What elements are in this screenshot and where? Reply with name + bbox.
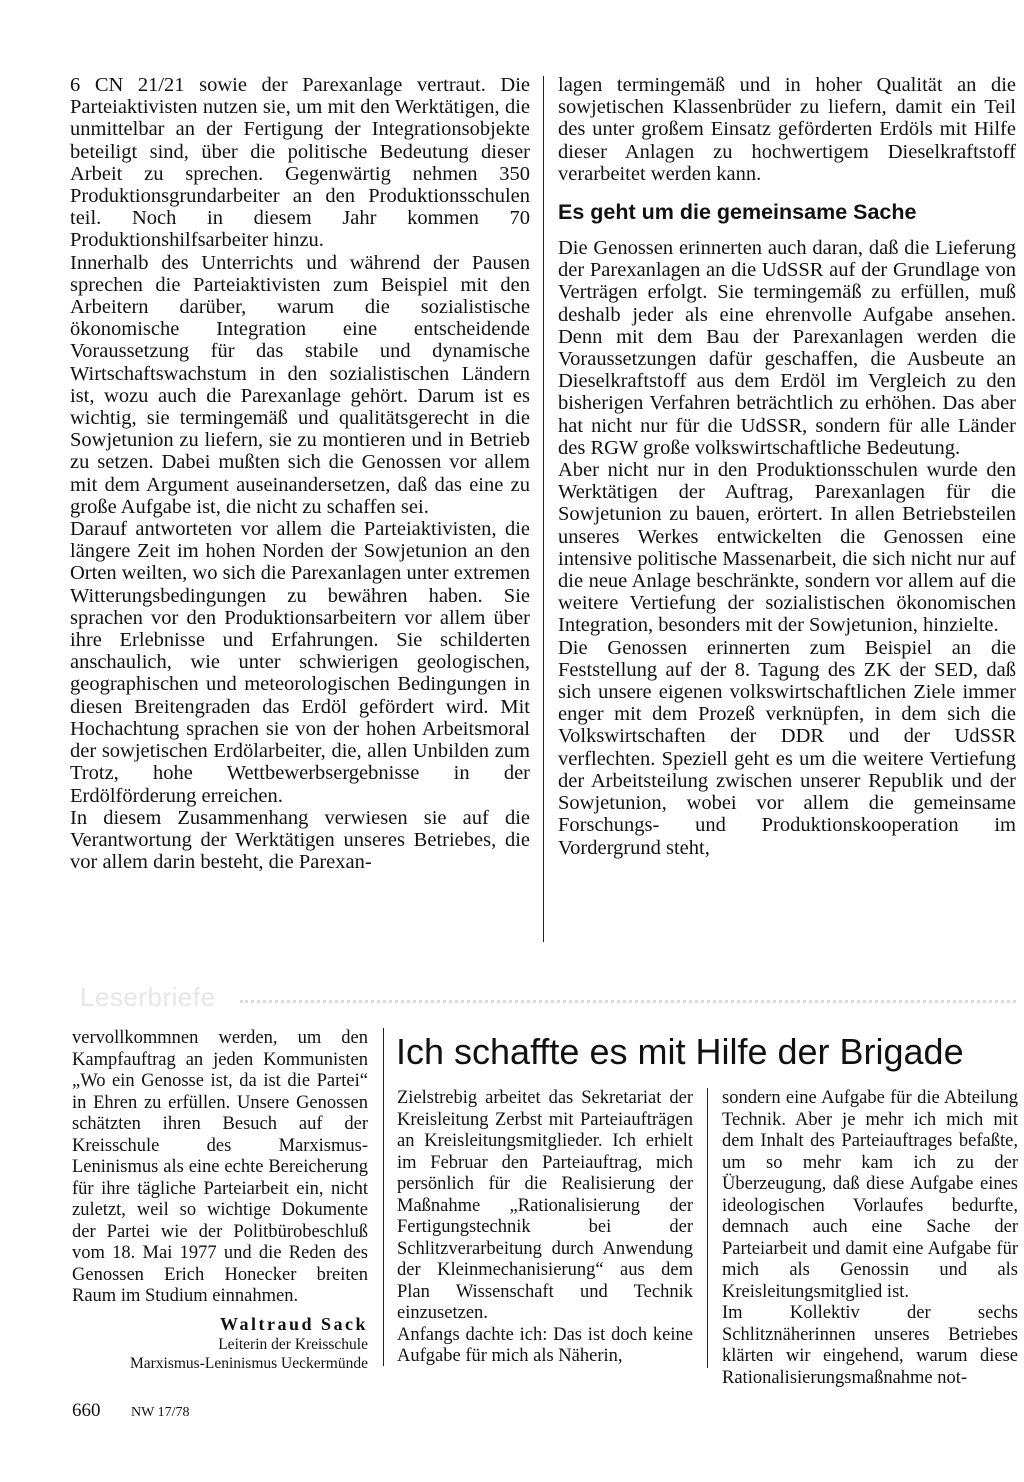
section-heading: Es geht um die gemeinsame Sache bbox=[558, 200, 917, 225]
letter-text: vervollkommnen werden, um den Kampfauftrag an jeden Kommunisten „Wo ein Genosse ist, da ist die Partei“ in Ehren zu erfüllen. Unsere Genossen schätzten ihren Besuch auf der Kreisschule des Marxismus-Leninismus als eine echte Bereicherung für ihre tägliche Parteiarbeit ein, nicht zuletzt, weil so wichtige Dokumente der Partei wie der Politbürobeschluß vom 18. Mai 1977 und die Reden des Genossen Erich Honecker breiten Raum im Studium einnahmen. bbox=[72, 1028, 368, 1306]
article-right-column bbox=[558, 74, 1016, 859]
article-left-column bbox=[70, 74, 530, 873]
signature-author: Waltraud Sack bbox=[219, 1313, 368, 1334]
signature-organization: Marxismus-Leninismus Ueckermünde bbox=[129, 1354, 368, 1372]
signature-block bbox=[72, 1314, 368, 1373]
section-band bbox=[72, 982, 1016, 1016]
paragraph: Innerhalb des Unterrichts und während der Pausen sprechen die Parteiaktivisten zum Beispiel mit den Arbeitern darüber, warum die sozialistische ökonomische Integration eine entscheidende Voraussetzung für das stabile und dynamische Wirtschaftswachstum in den sozialistischen Ländern ist, wozu auch die Parexanlage gehört. Darum ist es wichtig, sie termingemäß und qualitätsgerecht in die Sowjetunion zu liefern, sie zu montieren und in Betrieb zu setzen. Dabei mußten sich die Genossen vor allem mit dem Argument auseinandersetzen, daß das eine zu große Aufgabe ist, die nicht zu schaffen sei. bbox=[70, 251, 530, 518]
paragraph: Im Kollektiv der sechs Schlitznäherinnen unseres Betriebes klärten wir eingehend, warum diese Rationalisierungsmaßnahme not- bbox=[722, 1303, 1018, 1388]
paragraph: Aber nicht nur in den Produktionsschulen wurde den Werktätigen der Auftrag, Parexanlagen für die Sowjetunion zu bauen, erörtert. In allen Betriebsteilen unseres Werkes entwickelten die Genossen eine intensive politische Massenarbeit, die sich nicht nur auf die neue Anlage beschränkte, sondern vor allem auf die weitere Vertiefung der sozialistischen ökonomischen Integration, besonders mit der Sowjetunion, hinzielte. bbox=[558, 459, 1016, 637]
article2-column-2 bbox=[722, 1088, 1018, 1389]
signature-role: Leiterin der Kreisschule bbox=[218, 1335, 368, 1353]
section-band-rule bbox=[240, 1000, 1016, 1003]
section-band-label: Leserbriefe bbox=[80, 982, 216, 1012]
column-divider bbox=[383, 1028, 384, 1366]
paragraph: sondern eine Aufgabe für die Abteilung Technik. Aber je mehr ich mich mit dem Inhalt des Parteiauftrages befaßte, um so mehr kam ich zu der Überzeugung, daß diese Aufgabe eines ideologischen Vorlaufes bedurfte, demnach auch eine Sache der Parteiarbeit und damit eine Aufgabe für mich als Genossin und als Kreisleitungsmitglied ist. bbox=[722, 1088, 1018, 1302]
paragraph: Die Genossen erinnerten auch daran, daß die Lieferung der Parexanlagen an die UdSSR auf der Grundlage von Verträgen erfolgt. Sie termingemäß zu erfüllen, muß deshalb jeder als eine ehrenvolle Aufgabe ansehen. Denn mit dem Bau der Parexanlagen werden die Voraussetzungen dafür geschaffen, die Ausbeute an Dieselkraftstoff aus dem Erdöl im Vergleich zu den bisherigen Verfahren beträchtlich zu erhöhen. Das aber hat nicht nur für die UdSSR, sondern für alle Länder des RGW große volkswirtschaftliche Bedeutung. bbox=[558, 237, 1016, 459]
page-footer bbox=[72, 1400, 189, 1422]
paragraph: Die Genossen erinnerten zum Beispiel an die Feststellung auf der 8. Tagung des ZK der SED, daß sich unsere eigenen volkswirtschaftlichen Ziele immer enger mit dem Prozeß verknüpfen, in dem sich die Volkswirtschaften der DDR und der UdSSR verflechten. Speziell geht es um die weitere Vertiefung der Arbeitsteilung zwischen unserer Republik und der Sowjetunion, wobei vor allem die gemeinsame Forschungs- und Produktionskooperation im Vordergrund steht, bbox=[558, 636, 1016, 859]
article-headline: Ich schaffte es mit Hilfe der Brigade bbox=[396, 1031, 964, 1072]
article2-column-1 bbox=[397, 1088, 693, 1368]
paragraph: Darauf antworteten vor allem die Parteiaktivisten, die längere Zeit im hohen Norden der Sowjetunion an den Orten weilten, wo sich die Parexanlagen unter extremen Witterungsbedingungen zu bewähren haben. Sie sprachen vor den Produktionsarbeitern vor allem über ihre Erlebnisse und Erfahrungen. Sie schilderten anschaulich, wie unter schwierigen geologischen, geographischen und meteorologischen Bedingungen in diesen Breitengraden das Erdöl gefördert wird. Mit Hochachtung sprachen sie von der hohen Arbeitsmoral der sowjetischen Erdölarbeiter, die, allen Unbilden zum Trotz, hohe Wettbewerbsergebnisse in der Erdölförderung erreichen. bbox=[70, 518, 530, 807]
paragraph: In diesem Zusammenhang verwiesen sie auf die Verantwortung der Werktätigen unseres Betriebes, die vor allem darin besteht, die Parexan- bbox=[70, 806, 530, 874]
column-divider bbox=[707, 1088, 708, 1368]
letter-column bbox=[72, 1028, 368, 1373]
paragraph: lagen termingemäß und in hoher Qualität an die sowjetischen Klassenbrüder zu liefern, damit ein Teil des unter großem Einsatz geförderten Erdöls mit Hilfe dieser Anlagen zu hochwertigem Dieselkraftstoff verarbeitet werden kann. bbox=[558, 74, 1016, 185]
paragraph: Zielstrebig arbeitet das Sekretariat der Kreisleitung Zerbst mit Parteiaufträgen an Kreisleitungsmitglieder. Ich erhielt im Februar den Parteiauftrag, mich persönlich für die Realisierung der Maßnahme „Rationalisierung der Fertigungstechnik bei der Schlitzverarbeitung durch Anwendung der Kleinmechanisierung“ aus dem Plan Wissenschaft und Technik einzusetzen. bbox=[397, 1088, 693, 1323]
page-number: 660 bbox=[72, 1400, 101, 1421]
issue-label: NW 17/78 bbox=[131, 1405, 190, 1420]
column-divider bbox=[543, 76, 544, 942]
paragraph: Anfangs dachte ich: Das ist doch keine Aufgabe für mich als Näherin, bbox=[397, 1324, 693, 1366]
paragraph: 6 CN 21/21 sowie der Parexanlage vertraut. Die Parteiaktivisten nutzen sie, um mit den Werktätigen, die unmittelbar an der Fertigung der Integrationsobjekte beteiligt sind, über die politische Bedeutung dieser Arbeit zu sprechen. Gegenwärtig nehmen 350 Produktionsgrundarbeiter an den Produktionsschulen teil. Noch in diesem Jahr kommen 70 Produktionshilfsarbeiter hinzu. bbox=[70, 74, 530, 252]
